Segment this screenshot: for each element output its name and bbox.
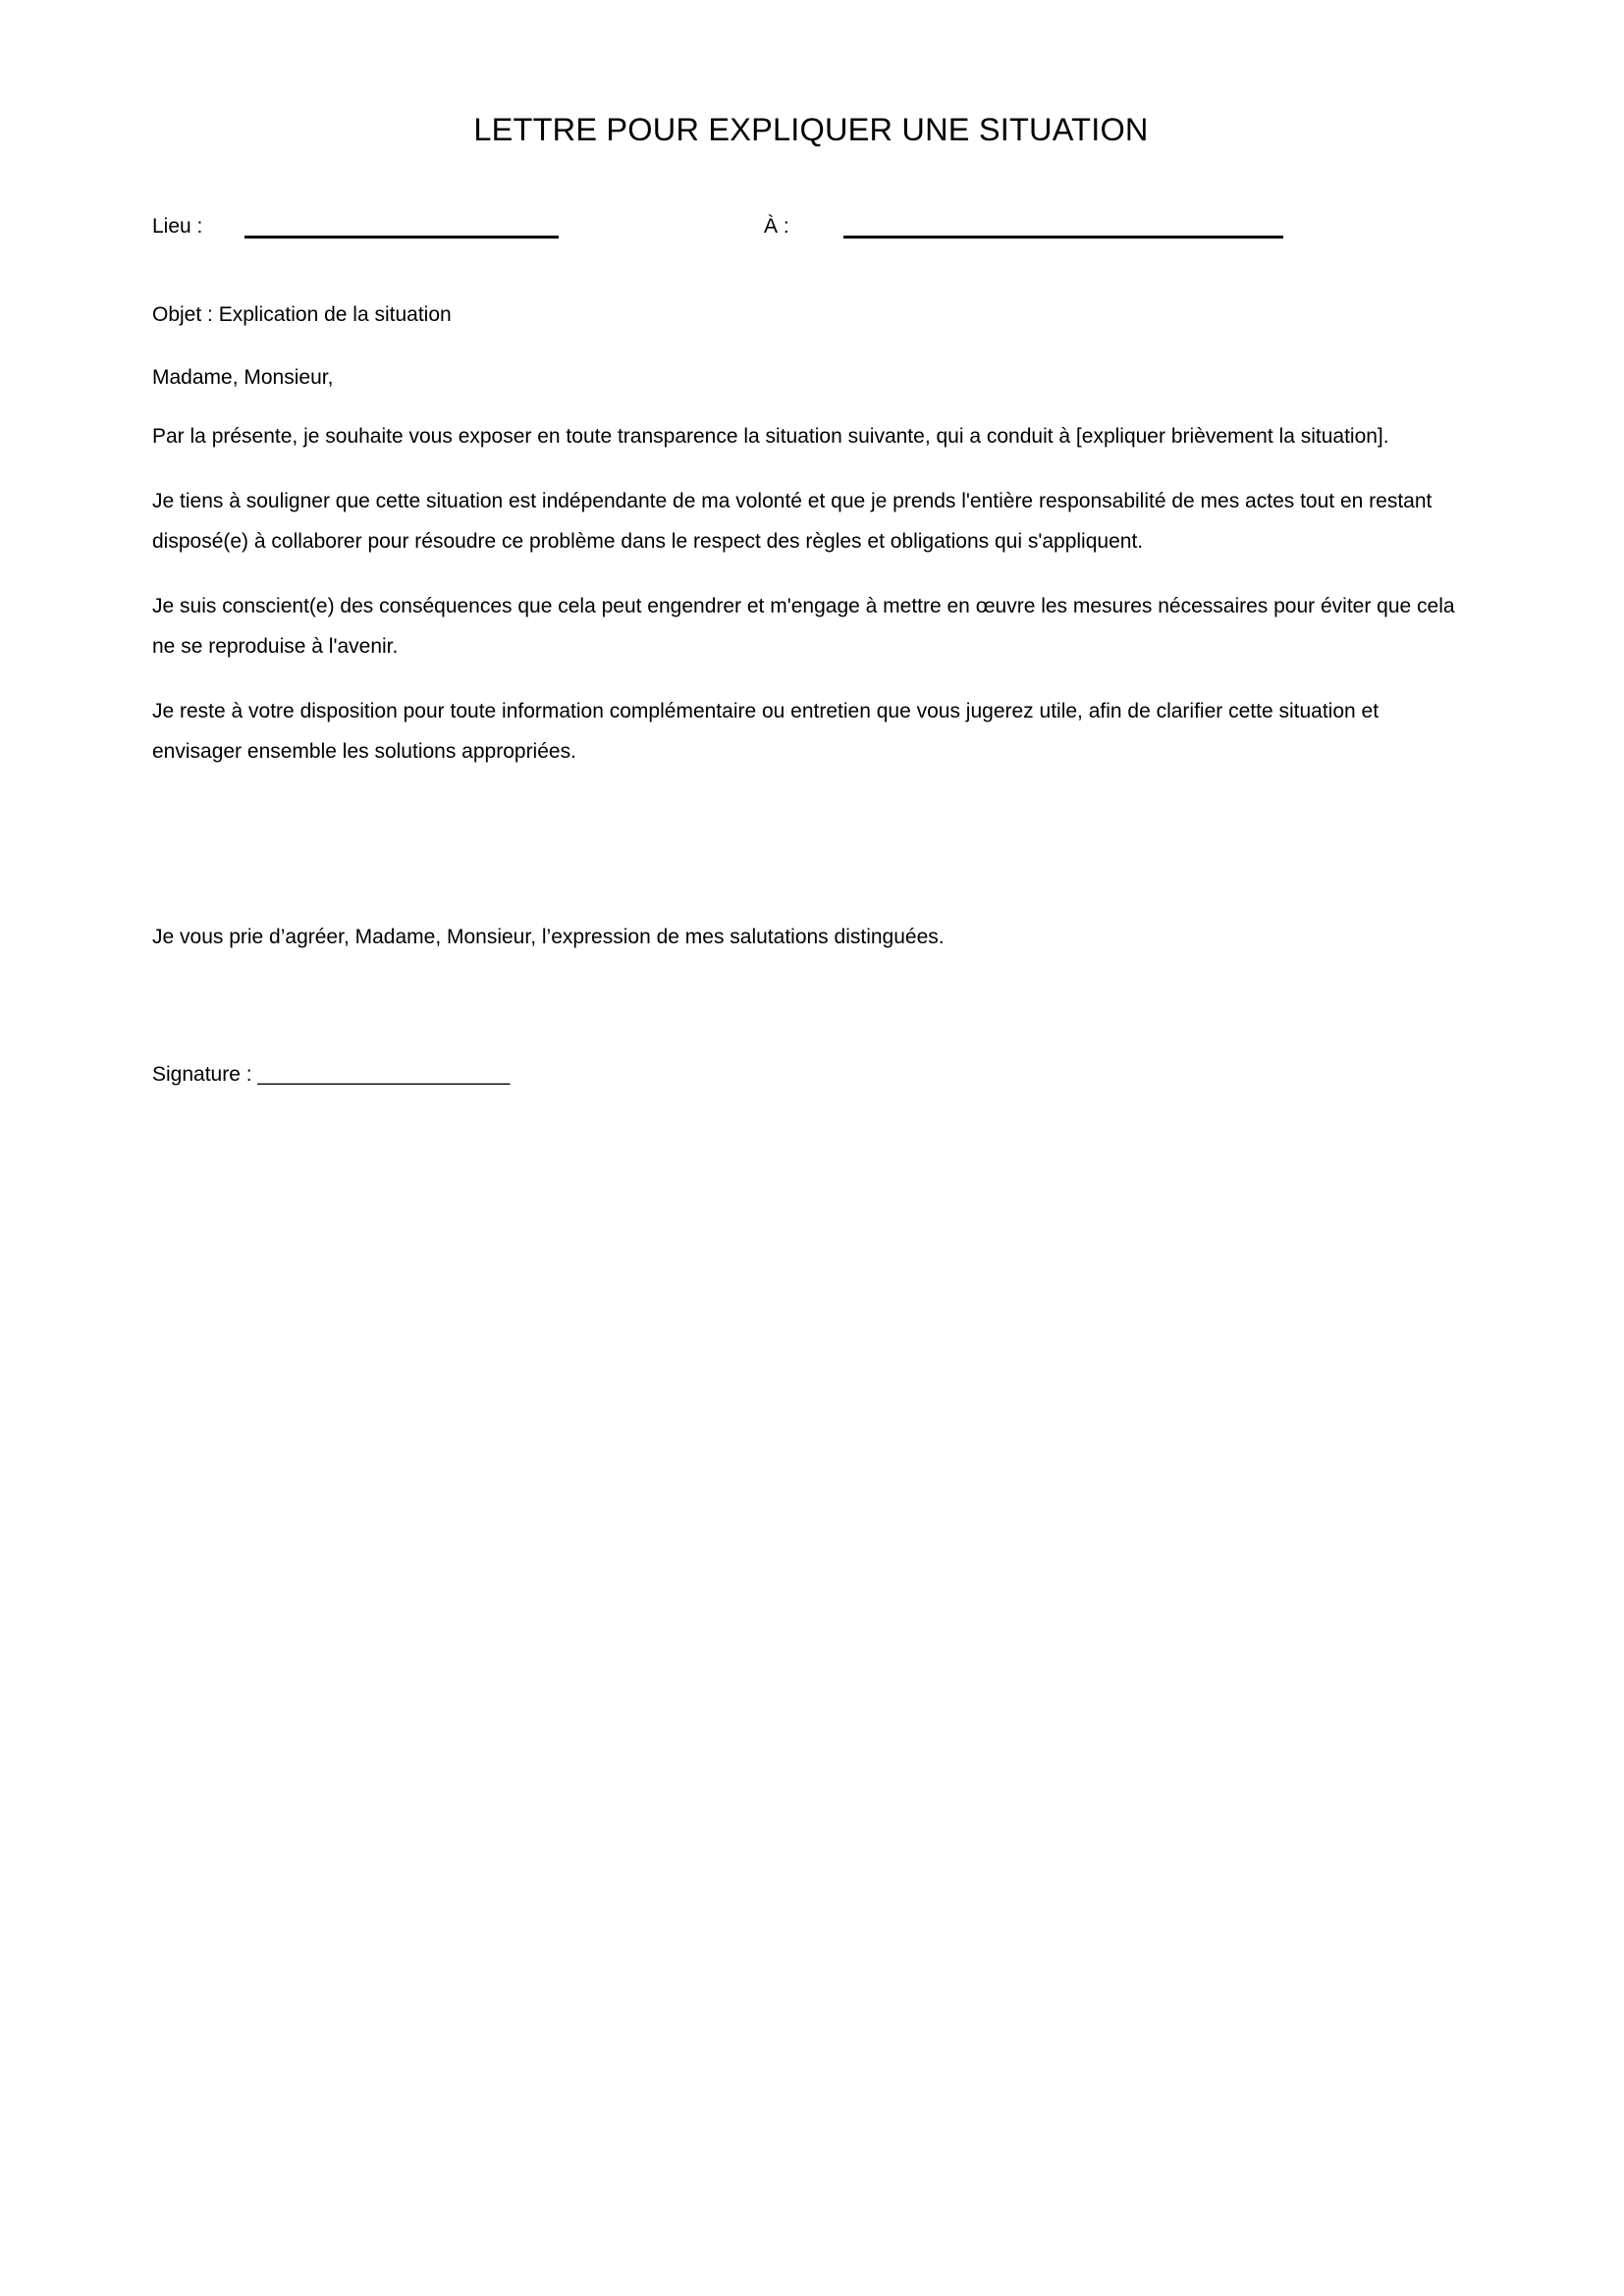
lieu-input-rule[interactable] (244, 236, 559, 239)
lieu-label: Lieu : (152, 214, 203, 238)
letter-body (152, 301, 1470, 1091)
page-title: LETTRE POUR EXPLIQUER UNE SITUATION (473, 112, 1149, 147)
body-paragraph-1: Par la présente, je souhaite vous exposer en toute transparence la situation suivante, qui a conduit à [expliquer brièvement la situation]. (152, 424, 1389, 448)
body-paragraph-2: Je tiens à souligner que cette situation est indépendante de ma volonté et que je prends l'entière responsabilité de mes actes tout en restant disposé(e) à collaborer pour résoudre ce problème dans le respect des règles et obligations qui s'appliquent. (152, 489, 1433, 553)
objet-line: Objet : Explication de la situation (152, 302, 452, 326)
lieu-field-group (152, 213, 559, 240)
signature-field[interactable]: Signature : ______________________ (152, 1062, 511, 1086)
header-fields-row (152, 213, 1470, 258)
destinataire-input-rule[interactable] (843, 236, 1283, 239)
body-paragraph-3: Je suis conscient(e) des conséquences que cela peut engendrer et m'engage à mettre en œuvre les mesures nécessaires pour éviter que cela ne se reproduise à l'avenir. (152, 594, 1455, 658)
destinataire-field-group (764, 213, 1283, 240)
body-paragraph-4: Je reste à votre disposition pour toute information complémentaire ou entretien que vous jugerez utile, afin de clarifier cette situation et envisager ensemble les solutions appropriées. (152, 699, 1380, 763)
salutation-line: Madame, Monsieur, (152, 365, 334, 389)
closing-salutation: Je vous prie d’agréer, Madame, Monsieur, l’expression de mes salutations distinguées. (152, 925, 945, 948)
destinataire-label: À : (764, 214, 789, 238)
document-content (152, 0, 1470, 1091)
